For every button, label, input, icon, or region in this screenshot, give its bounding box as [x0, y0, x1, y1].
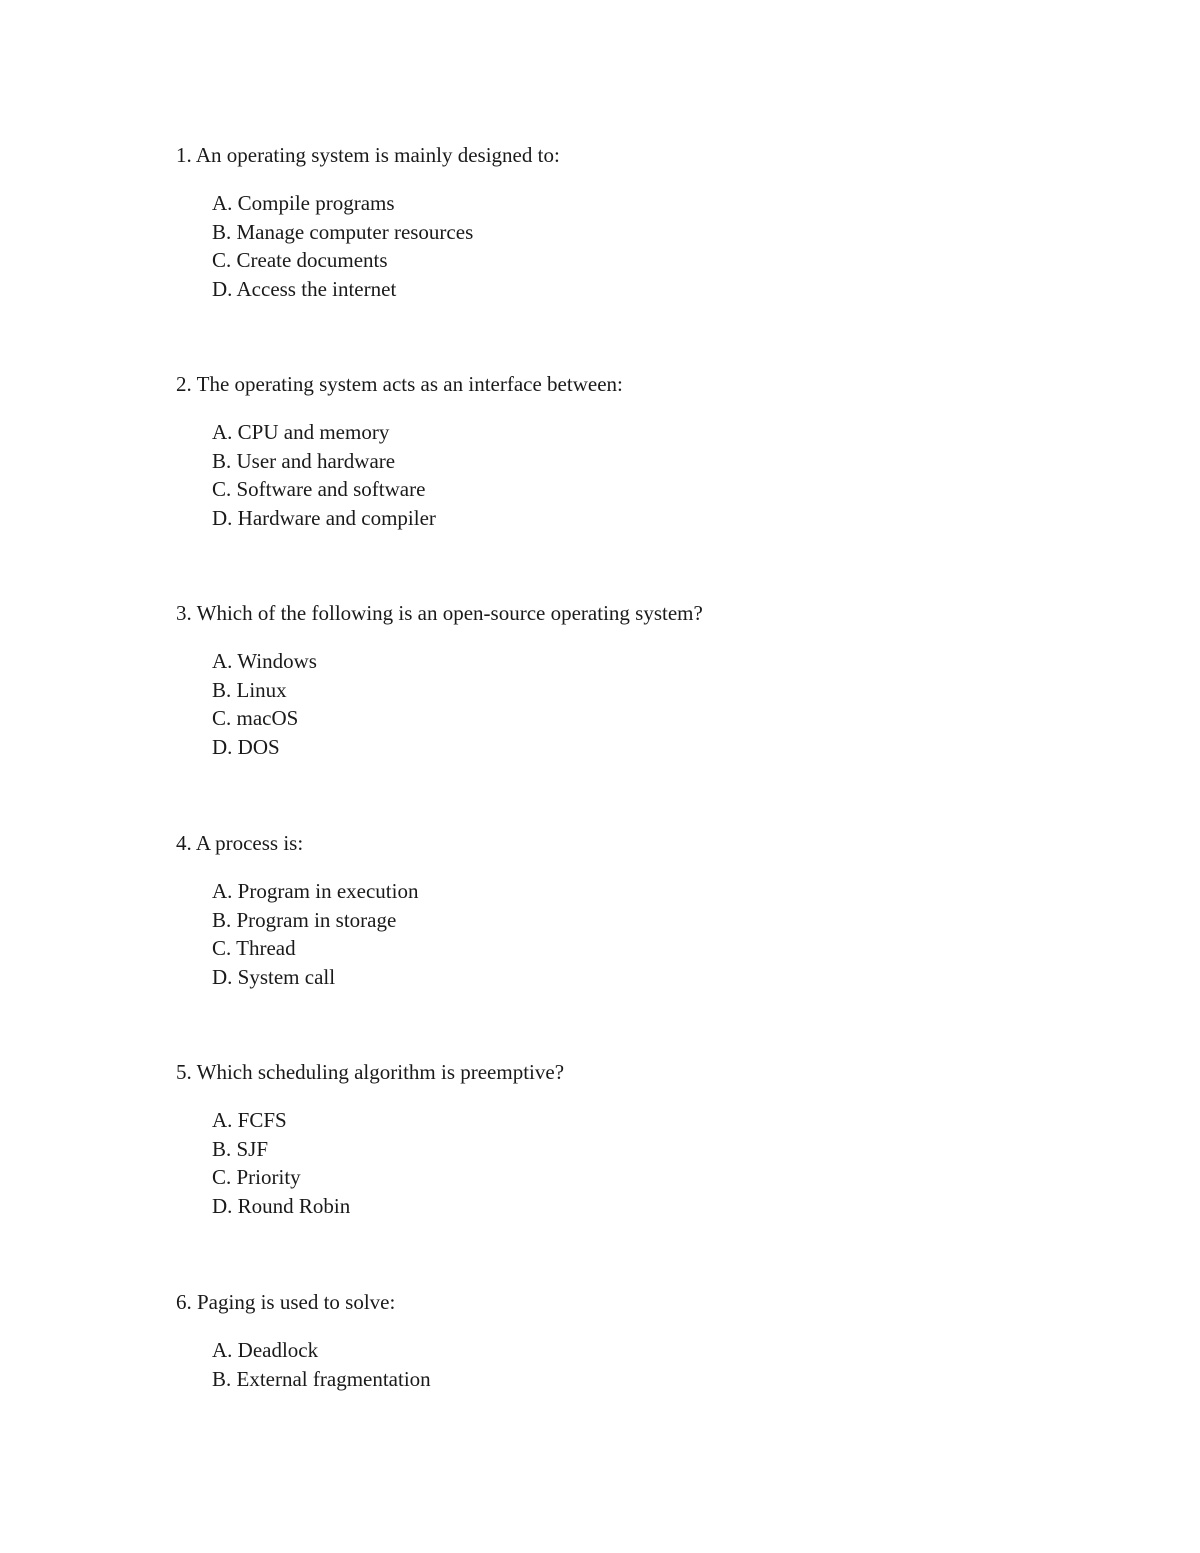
question-1-option-c: C. Create documents — [212, 248, 388, 273]
question-2-option-b: B. User and hardware — [212, 448, 396, 473]
question-3-option-c: C. macOS — [212, 706, 299, 731]
question-2-option-d: D. Hardware and compiler — [212, 505, 436, 530]
question-4 — [176, 829, 1076, 991]
question-1 — [176, 141, 1076, 303]
question-2-text: 2. The operating system acts as an interface between: — [176, 372, 623, 396]
question-5-option-c: C. Priority — [212, 1165, 301, 1190]
question-1-options — [212, 189, 1076, 303]
question-1-option-a: A. Compile programs — [212, 191, 395, 215]
question-2 — [176, 370, 1076, 532]
question-2-options — [212, 418, 1076, 532]
question-5 — [176, 1058, 1076, 1220]
question-5-option-d: D. Round Robin — [212, 1193, 351, 1218]
question-1-option-b: B. Manage computer resources — [212, 219, 474, 244]
question-4-text: 4. A process is: — [176, 831, 304, 855]
question-3-option-a: A. Windows — [212, 649, 317, 673]
question-1-option-d: D. Access the internet — [212, 276, 397, 301]
question-3-text: 3. Which of the following is an open-source operating system? — [176, 601, 703, 625]
question-6 — [176, 1288, 1076, 1393]
question-5-option-b: B. SJF — [212, 1136, 269, 1161]
question-6-options — [212, 1336, 1076, 1393]
question-1-text: 1. An operating system is mainly designed to: — [176, 143, 560, 167]
question-3-options — [212, 647, 1076, 761]
question-4-option-a: A. Program in execution — [212, 879, 419, 903]
question-4-options — [212, 877, 1076, 991]
question-6-option-b: B. External fragmentation — [212, 1366, 431, 1391]
question-3 — [176, 599, 1076, 761]
question-3-option-d: D. DOS — [212, 734, 280, 759]
question-3-option-b: B. Linux — [212, 677, 287, 702]
question-4-option-d: D. System call — [212, 964, 336, 989]
question-5-option-a: A. FCFS — [212, 1108, 287, 1132]
question-2-option-c: C. Software and software — [212, 477, 426, 502]
question-6-text: 6. Paging is used to solve: — [176, 1290, 396, 1314]
question-4-option-b: B. Program in storage — [212, 907, 397, 932]
question-4-option-c: C. Thread — [212, 936, 296, 961]
question-5-options — [212, 1106, 1076, 1220]
question-5-text: 5. Which scheduling algorithm is preemptive? — [176, 1060, 565, 1084]
question-2-option-a: A. CPU and memory — [212, 420, 390, 444]
question-6-option-a: A. Deadlock — [212, 1338, 319, 1362]
